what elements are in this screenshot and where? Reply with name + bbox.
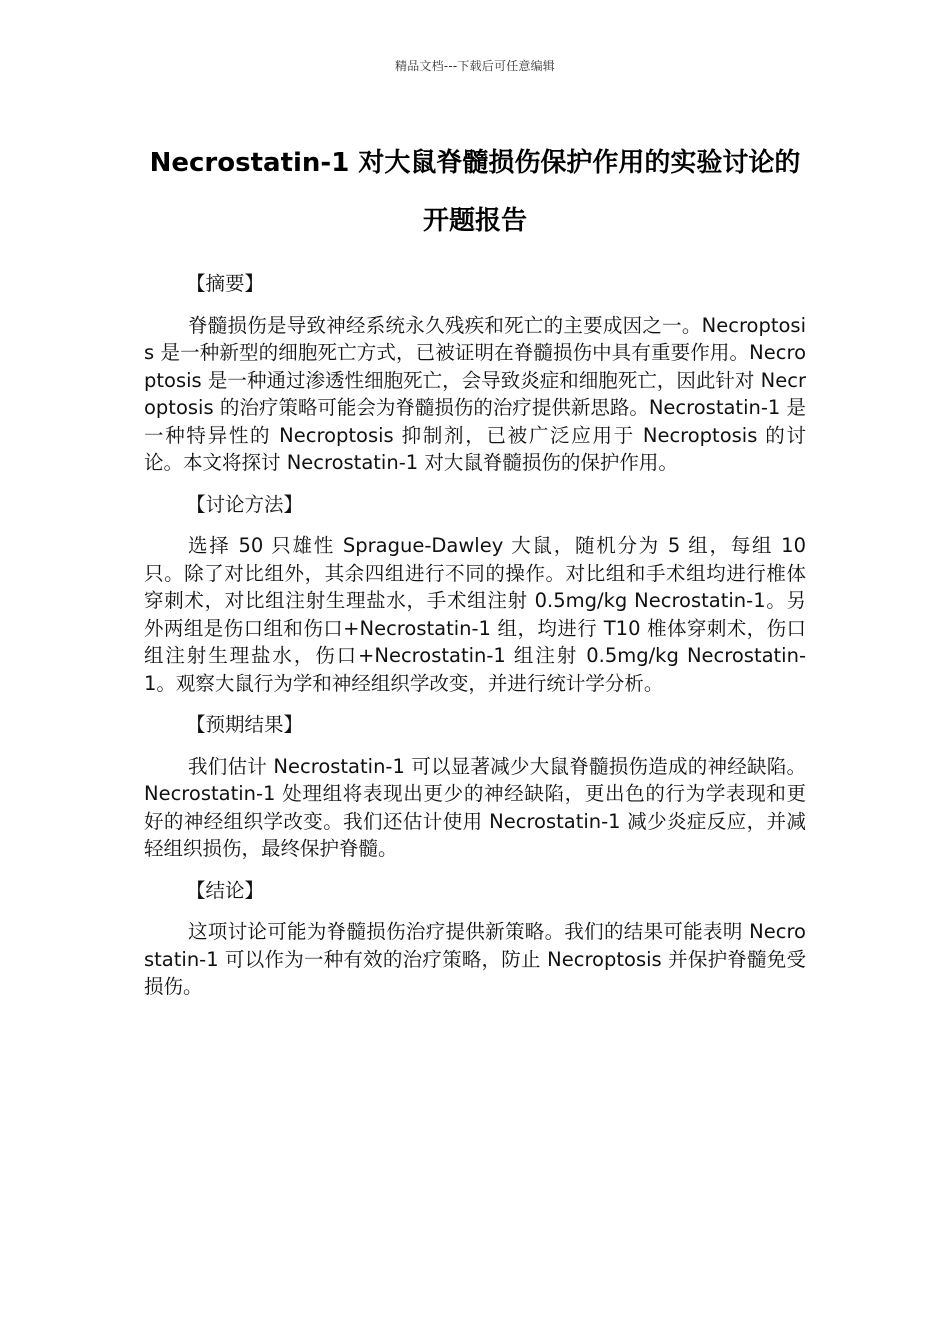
section-body-abstract: 脊髓损伤是导致神经系统永久残疾和死亡的主要成因之一。Necroptosis 是一种新型的细胞死亡方式，已被证明在脊髓损伤中具有重要作用。Necroptosis 是一种通过渗透性细胞死亡，会导致炎症和细胞死亡，因此针对 Necroptosis 的治疗策略可能会为脊髓损伤的治疗提供新思路。Necrostatin-1 是一种特异性的 Necroptosis 抑制剂，已被广泛应用于 Necroptosis 的讨论。本文将探讨 Necrostatin-1 对大鼠脊髓损伤的保护作用。 xyxy=(144,313,806,474)
section-body-methods: 选择 50 只雄性 Sprague-Dawley 大鼠，随机分为 5 组，每组 10 只。除了对比组外，其余四组进行不同的操作。对比组和手术组均进行椎体穿刺术，对比组注射生理盐水，手术组注射 0.5mg/kg Necrostatin-1。另外两组是伤口组和伤口+Necrostatin-1 组，均进行 T10 椎体穿刺术，伤口组注射生理盐水，伤口+Necrostatin-1 组注射 0.5mg/kg Necrostatin-1。观察大鼠行为学和神经组织学改变，并进行统计学分析。 xyxy=(144,534,806,695)
section-heading-conclusion: 【结论】 xyxy=(186,878,265,902)
section-body-expected-results: 我们估计 Necrostatin-1 可以显著减少大鼠脊髓损伤造成的神经缺陷。Necrostatin-1 处理组将表现出更少的神经缺陷，更出色的行为学表现和更好的神经组织学改变。我们还估计使用 Necrostatin-1 减少炎症反应，并减轻组织损伤，最终保护脊髓。 xyxy=(144,754,806,860)
header-note: 精品文档---下载后可任意编辑 xyxy=(395,59,555,73)
section-heading-expected-results: 【预期结果】 xyxy=(186,713,304,736)
document-body xyxy=(144,270,806,1001)
document-title: Necrostatin-1 对大鼠脊髓损伤保护作用的实验讨论的开题报告 xyxy=(149,148,801,236)
section-heading-methods: 【讨论方法】 xyxy=(186,492,304,516)
section-body-conclusion: 这项讨论可能为脊髓损伤治疗提供新策略。我们的结果可能表明 Necrostatin-1 可以作为一种有效的治疗策略，防止 Necroptosis 并保护脊髓免受损伤。 xyxy=(144,920,806,998)
section-heading-abstract: 【摘要】 xyxy=(186,272,265,295)
